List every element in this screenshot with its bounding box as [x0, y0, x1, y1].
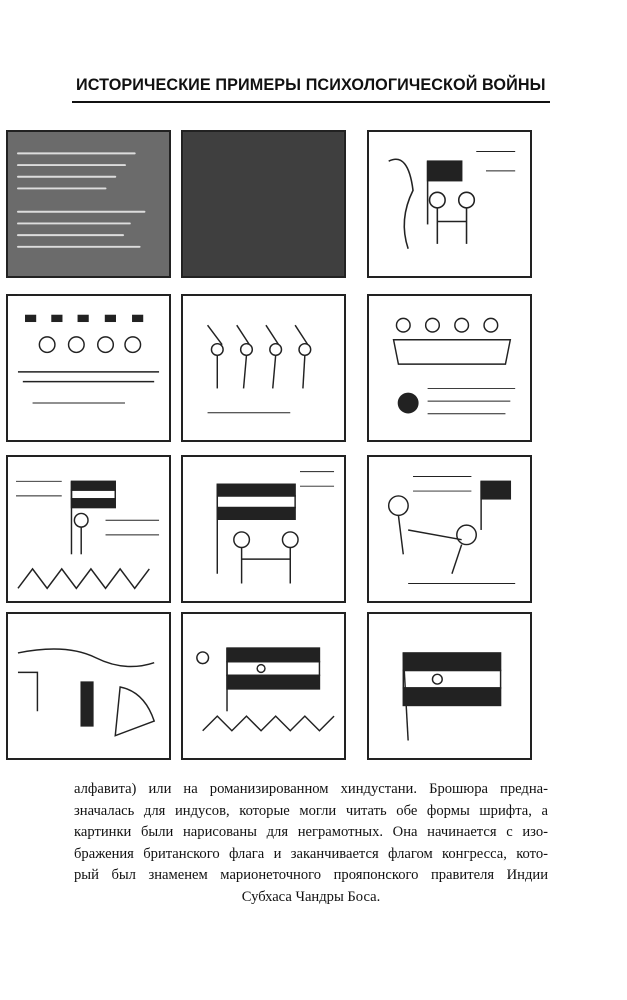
body-line: рый был знаменем марионеточного прояпонского правителя Индии: [74, 867, 548, 883]
figure-panel-4: [6, 294, 171, 442]
figure-panel-3: [367, 130, 532, 278]
map-figures-illustration: [8, 614, 169, 758]
body-line: бражения британского флага и заканчивается флагом конгресса, кото-: [74, 845, 548, 862]
fight-illustration: [369, 457, 530, 601]
body-line: значалась для индусов, которые могли читать обе формы шрифта, а: [74, 802, 548, 819]
flag-crowd-illustration: [8, 457, 169, 601]
header-rule: [72, 101, 550, 103]
printed-text-illustration: [8, 132, 169, 276]
figure-panel-9: [367, 455, 532, 603]
flag-march-illustration: [183, 614, 344, 758]
page-header: ИСТОРИЧЕСКИЕ ПРИМЕРЫ ПСИХОЛОГИЧЕСКОЙ ВОЙНЫ: [76, 76, 546, 94]
congress-flag-illustration: [369, 614, 530, 758]
figure-panel-5: [181, 294, 346, 442]
figure-panel-8: [181, 455, 346, 603]
figure-panel-6: [367, 294, 532, 442]
figure-panel-2: [181, 130, 346, 278]
soldiers-flag-illustration: [369, 132, 530, 276]
handshake-flag-illustration: [183, 457, 344, 601]
figure-panel-11: [181, 612, 346, 760]
dark-page-illustration: [183, 132, 344, 276]
figure-panel-10: [6, 612, 171, 760]
marching-figures-illustration: [183, 296, 344, 440]
body-paragraph: [74, 779, 548, 908]
body-line: алфавита) или на романизированном хиндустани. Брошюра предна-: [74, 781, 548, 797]
body-line: Субхаса Чандры Боса.: [241, 888, 381, 905]
figure-panel-1: [6, 130, 171, 278]
figure-panel-7: [6, 455, 171, 603]
body-line: картинки были нарисованы для неграмотных. Она начинается с изо-: [74, 824, 548, 840]
table-meeting-illustration: [8, 296, 169, 440]
dancing-figures-illustration: [369, 296, 530, 440]
figure-panel-12: [367, 612, 532, 760]
